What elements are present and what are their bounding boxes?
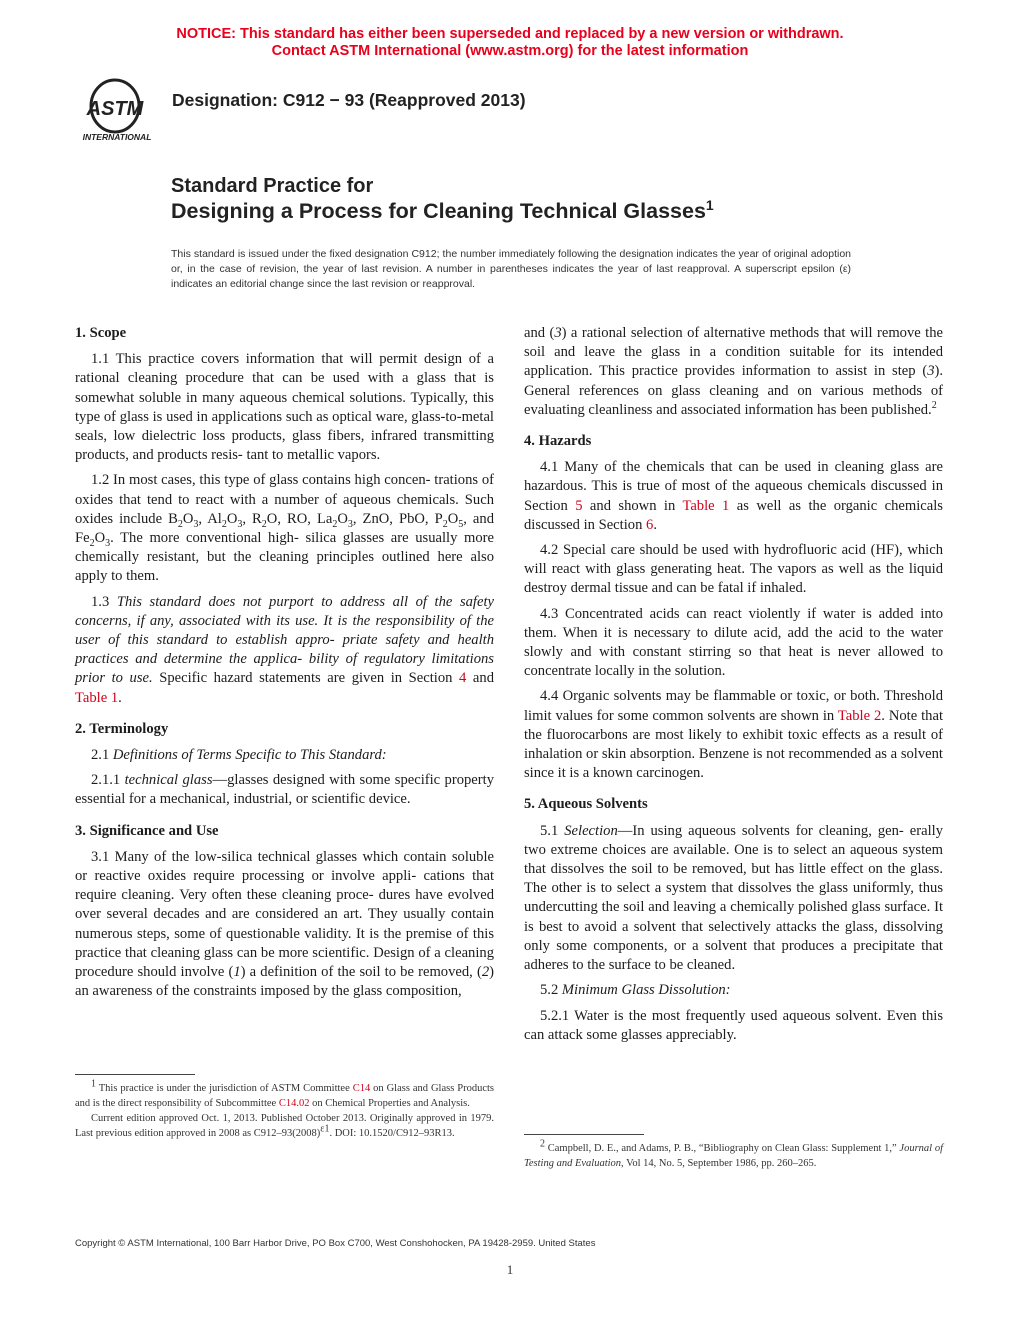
footnote-1: $^1$ This practice is under the jurisdiction of ASTM Committee C14 on Glass and Glass Products and is the direct responsibility of Subcommittee C14.02 on Chemical Properties and Analysis. Current edition approved Oct. 1, 2013. Published October 2013. Originally approved in 1979. Last previous edition approved in 2008 as $C912-93(2008)^{\varepsilon 1}$. DOI: 10.1520/C912–93R13. bbox=[75, 1074, 494, 1141]
para-1-2: 1.2 In most cases, this type of glass contains high concen- trations of oxides that tend to react with a number of aqueous chemicals. Such oxides include $B_2O_3$, $Al_2O_3$, $R_2O$, RO, $La_2O_3$, ZnO, PbO, $P_2O_5$, and $Fe_2O_3$. The more conventional high- silica glasses are usually more chemically resistant, but the cleaning principles outlined here also apply to them. bbox=[75, 472, 495, 585]
link-table-1[interactable]: Table 1 bbox=[75, 689, 119, 706]
copyright: Copyright © ASTM International, 100 Barr Harbor Drive, PO Box C700, West Conshohocken, PA 19428-2959. United States bbox=[75, 1238, 596, 1249]
link-section-5[interactable]: 5 bbox=[575, 497, 583, 514]
section-4-heading: 4. Hazards bbox=[524, 433, 592, 450]
withdrawal-notice bbox=[0, 26, 1020, 60]
notice-line-2: Contact ASTM International (www.astm.org) for the latest information bbox=[271, 43, 749, 59]
para-1-3: 1.3 This standard does not purport to address all of the safety concerns, if any, associated with its use. It is the responsibility of the user of this standard to establish appro- priate safety and health practices and determine the applica- bility of regulatory limitations prior to use. Specific hazard statements are given in Section 4 and Table 1. bbox=[75, 593, 494, 706]
title-footnote-mark[interactable]: 1 bbox=[705, 196, 714, 213]
para-2-1: 2.1 Definitions of Terms Specific to This Standard: bbox=[91, 747, 387, 764]
para-3-1: 3.1 Many of the low-silica technical glasses which contain soluble or reactive oxides require processing or involve appli- cations that require cleaning. Very often these cleaning proce- dures have evolved over several decades and are considered an art. They usually contain numerous steps, some of questionable validity. It is the premise of this practice that cleaning glass can be more scientific. Design of a cleaning procedure should involve (1) a definition of the soil to be removed, (2) an awareness of the constraints imposed by the glass composition, bbox=[75, 848, 494, 1000]
link-c14[interactable]: C14 bbox=[352, 1083, 371, 1094]
link-table-2[interactable]: Table 2 bbox=[837, 707, 882, 724]
left-column bbox=[75, 324, 494, 1008]
link-c14-02[interactable]: C14.02 bbox=[278, 1098, 310, 1109]
footnote-rule bbox=[75, 1074, 195, 1075]
section-5-heading: 5. Aqueous Solvents bbox=[524, 796, 648, 813]
section-2-heading: 2. Terminology bbox=[75, 720, 169, 737]
issuance-note: This standard is issued under the fixed designation C912; the number immediately following the designation indicates the year of original adoption or, in the case of revision, the year of last revision. A number in parentheses indicates the year of last reapproval. A superscript epsilon (ε) indicates an editorial change since the last revision or reapproval. bbox=[171, 248, 851, 290]
link-table-1[interactable]: Table 1 bbox=[682, 497, 730, 514]
link-section-6[interactable]: 6 bbox=[646, 516, 654, 533]
para-4-1: 4.1 Many of the chemicals that can be used in cleaning glass are hazardous. This is true of most of the aqueous chemicals discussed in Section 5 and shown in Table 1 as well as the organic chemicals discussed in Section 6. bbox=[524, 459, 943, 533]
notice-line-1: NOTICE: This standard has either been superseded and replaced by a new version or withdrawn. bbox=[176, 26, 844, 42]
para-2-1-1: 2.1.1 technical glass—glasses designed with some specific property essential for a mechanical, industrial, or scientific device. bbox=[75, 772, 494, 808]
section-1-heading: 1. Scope bbox=[75, 325, 127, 341]
title-line-1: Standard Practice for bbox=[171, 175, 374, 197]
section-3-heading: 3. Significance and Use bbox=[75, 822, 219, 839]
para-5-1: 5.1 Selection—In using aqueous solvents for cleaning, gen- erally two extreme choices are available. One is to select an aqueous system that dissolves the soil to be removed, but has little effect on the glass. The other is to select a system that dissolves the glass uniformly, thus undercutting the soil and leaving a chemically polished glass surface. It is best to avoid a solvent that selectively attacks the glass, dissolving only some components, or a solvent that produces a precipitate that adheres to the surface to be cleaned. bbox=[524, 822, 944, 974]
para-1-1: 1.1 This practice covers information that will permit design of a rational cleaning procedure that can be used with a glass that is somewhat soluble in many aqueous chemical solutions. Typically, this type of glass is used in applications such as optical ware, glass-to-metal seals, low dielectric loss products, glass fibers, infrared transmitting products, and products resis- tant to metallic vapors. bbox=[75, 351, 494, 464]
para-4-2: 4.2 Special care should be used with hydrofluoric acid (HF), which will react with glass generating heat. The vapors as well as the liquid destroy dermal tissue and can be fatal if inhaled. bbox=[524, 542, 943, 597]
footnote-2: $^2$ Campbell, D. E., and Adams, P. B., “Bibliography on Clean Glass: Supplement 1,” Journal of Testing and Evaluation, Vol 14, No. 5, September 1986, pp. 260–265. bbox=[524, 1134, 943, 1171]
para-4-3: 4.3 Concentrated acids can react violently if water is added into them. When it is necessary to dilute acid, add the acid to the water slowly and with constant stirring so that heat is never allowed to concentrate locally in the solution. bbox=[524, 605, 943, 680]
para-5-2-1: 5.2.1 Water is the most frequently used aqueous solvent. Even this can attack some glasses appreciably. bbox=[524, 1007, 943, 1043]
title-line-2: Designing a Process for Cleaning Technical Glasses$^1$ bbox=[171, 196, 714, 223]
designation: Designation: C912 − 93 (Reapproved 2013) bbox=[172, 90, 526, 110]
link-section-4[interactable]: 4 bbox=[459, 670, 467, 687]
logo-text: ASTM bbox=[86, 98, 144, 120]
astm-logo bbox=[75, 76, 161, 144]
right-column bbox=[524, 324, 943, 1051]
footnote-2-mark[interactable]: 2 bbox=[931, 399, 937, 411]
logo-subtext: INTERNATIONAL bbox=[82, 132, 152, 142]
page-number: 1 bbox=[506, 1262, 514, 1277]
footnote-rule bbox=[524, 1134, 644, 1135]
para-3-1-continued: and (3) a rational selection of alternative methods that will remove the soil and leave the glass in a condition suitable for its intended application. This practice provides information to assist in step (3). General references on glass cleaning and on various methods of evaluating cleanliness and associated information has been published.$^2$ bbox=[524, 325, 943, 418]
para-5-2: 5.2 Minimum Glass Dissolution: bbox=[540, 982, 731, 999]
para-4-4: 4.4 Organic solvents may be flammable or toxic, or both. Threshold limit values for some common solvents are shown in Table 2. Note that the fluorocarbons are most likely to exhibit toxic effects as a result of inhalation or skin absorption. Benzene is not recommended as a solvent since it is a known carcinogen. bbox=[524, 688, 943, 782]
